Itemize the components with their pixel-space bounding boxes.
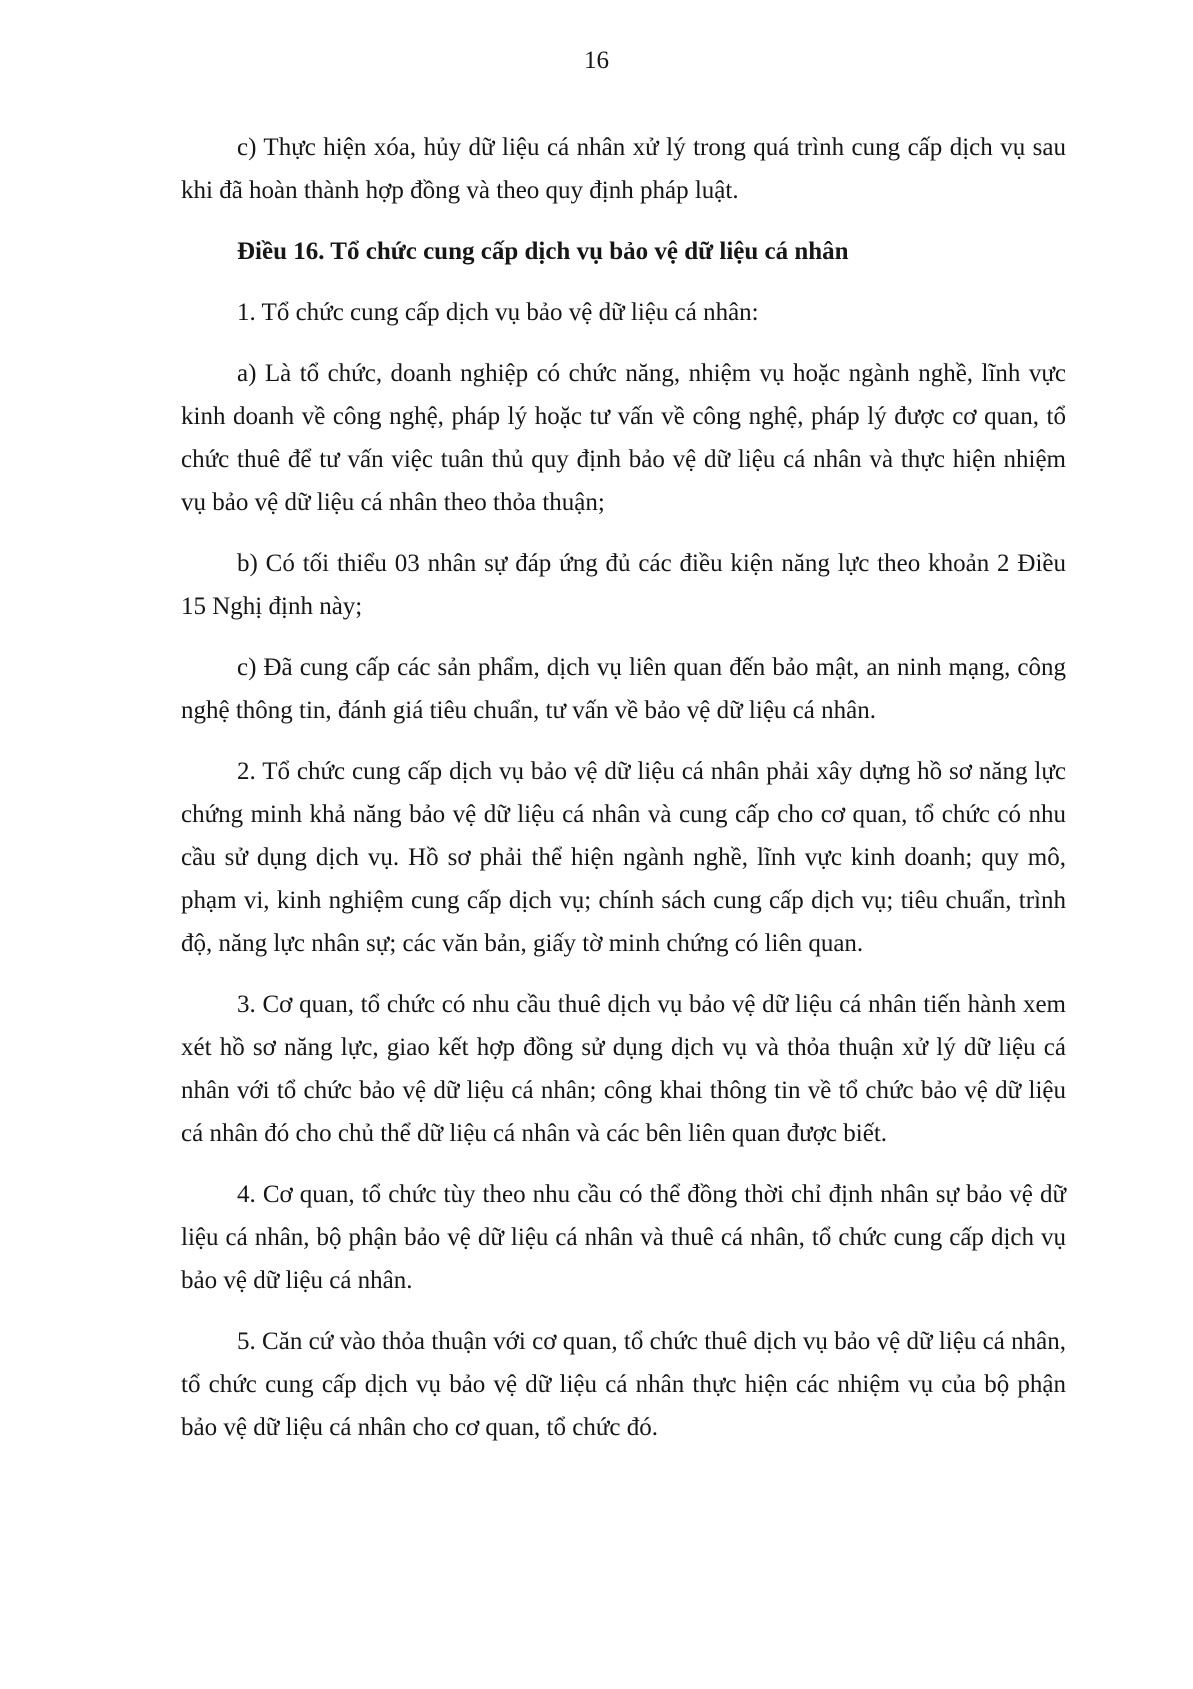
clause-1-point-a: a) Là tổ chức, doanh nghiệp có chức năng, nhiệm vụ hoặc ngành nghề, lĩnh vực kinh doanh về công nghệ, pháp lý hoặc tư vấn về công nghệ, pháp lý được cơ quan, tổ chức thuê để tư vấn việc tuân thủ quy định bảo vệ dữ liệu cá nhân và thực hiện nhiệm vụ bảo vệ dữ liệu cá nhân theo thỏa thuận; xyxy=(181,360,1066,516)
paragraph-point-c-delete-data: c) Thực hiện xóa, hủy dữ liệu cá nhân xử lý trong quá trình cung cấp dịch vụ sau khi đã hoàn thành hợp đồng và theo quy định pháp luật. xyxy=(181,134,1066,204)
article-16-heading: Điều 16. Tổ chức cung cấp dịch vụ bảo vệ dữ liệu cá nhân xyxy=(237,238,849,265)
clause-3: 3. Cơ quan, tổ chức có nhu cầu thuê dịch vụ bảo vệ dữ liệu cá nhân tiến hành xem xét hồ sơ năng lực, giao kết hợp đồng sử dụng dịch vụ và thỏa thuận xử lý dữ liệu cá nhân với tổ chức bảo vệ dữ liệu cá nhân; công khai thông tin về tổ chức bảo vệ dữ liệu cá nhân đó cho chủ thể dữ liệu cá nhân và các bên liên quan được biết. xyxy=(181,991,1066,1147)
clause-4: 4. Cơ quan, tổ chức tùy theo nhu cầu có thể đồng thời chỉ định nhân sự bảo vệ dữ liệu cá nhân, bộ phận bảo vệ dữ liệu cá nhân và thuê cá nhân, tổ chức cung cấp dịch vụ bảo vệ dữ liệu cá nhân. xyxy=(181,1181,1066,1294)
document-body xyxy=(181,126,1066,1449)
clause-5: 5. Căn cứ vào thỏa thuận với cơ quan, tổ chức thuê dịch vụ bảo vệ dữ liệu cá nhân, tổ chức cung cấp dịch vụ bảo vệ dữ liệu cá nhân thực hiện các nhiệm vụ của bộ phận bảo vệ dữ liệu cá nhân cho cơ quan, tổ chức đó. xyxy=(181,1328,1066,1441)
clause-1-intro: 1. Tổ chức cung cấp dịch vụ bảo vệ dữ liệu cá nhân: xyxy=(237,299,759,326)
page-number: 16 xyxy=(584,47,609,74)
clause-1-point-c: c) Đã cung cấp các sản phẩm, dịch vụ liên quan đến bảo mật, an ninh mạng, công nghệ thông tin, đánh giá tiêu chuẩn, tư vấn về bảo vệ dữ liệu cá nhân. xyxy=(181,654,1066,724)
clause-1-point-b: b) Có tối thiểu 03 nhân sự đáp ứng đủ các điều kiện năng lực theo khoản 2 Điều 15 Nghị định này; xyxy=(181,550,1066,620)
clause-2: 2. Tổ chức cung cấp dịch vụ bảo vệ dữ liệu cá nhân phải xây dựng hồ sơ năng lực chứng minh khả năng bảo vệ dữ liệu cá nhân và cung cấp cho cơ quan, tổ chức có nhu cầu sử dụng dịch vụ. Hồ sơ phải thể hiện ngành nghề, lĩnh vực kinh doanh; quy mô, phạm vi, kinh nghiệm cung cấp dịch vụ; chính sách cung cấp dịch vụ; tiêu chuẩn, trình độ, năng lực nhân sự; các văn bản, giấy tờ minh chứng có liên quan. xyxy=(181,758,1066,957)
